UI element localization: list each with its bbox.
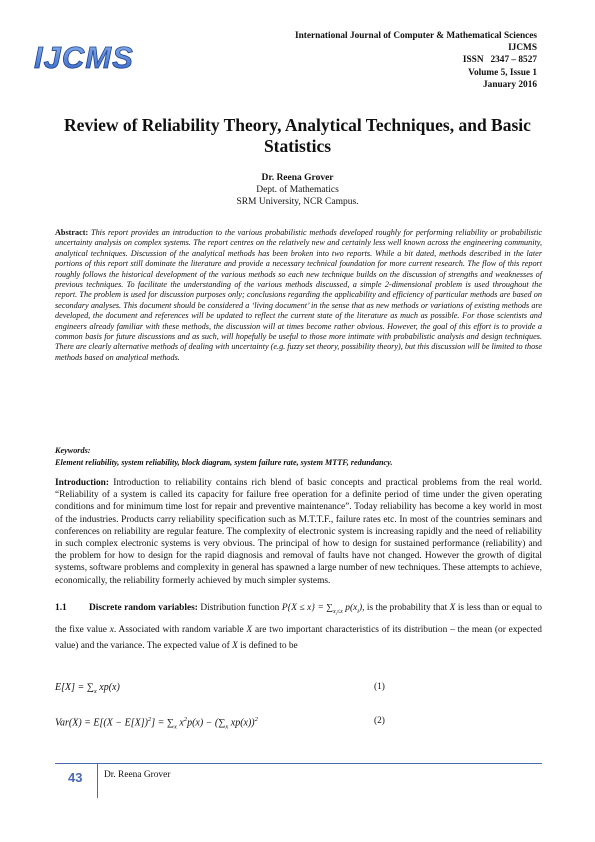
- journal-volume: Volume 5, Issue 1: [468, 67, 537, 78]
- equation-2-number: (2): [374, 716, 385, 726]
- var-x-1: X: [449, 603, 456, 613]
- abstract-label: Abstract:: [55, 228, 89, 237]
- journal-name: International Journal of Computer & Mathematical Sciences: [294, 31, 537, 41]
- keywords-text: Element reliability, system reliability, block diagram, system failure rate, system MTTF, redundancy.: [55, 458, 393, 467]
- section-text-f: is defined to be: [237, 641, 298, 652]
- page-number: 43: [68, 770, 83, 785]
- author-dept: Dept. of Mathematics: [256, 185, 339, 195]
- section-text-c: is less than or equal to the fixe value: [55, 603, 542, 636]
- ijcms-logo: [32, 40, 157, 74]
- intro-text: Introduction to reliability contains rich blend of basic concepts and practical problems from the real world. “Reliability of a system is called its capacity for failure free operation for a definite period of time under the given operating conditions and for minimum time lost for repair and preventive maintenance”. Today reliability has become a key world in most of the industries. Products carry reliability specification such as M.T.T.F., failure rates etc. In most of the countries seminars and conferences on reliability are regular feature. The complexity of electronic system is increasing rapidly and the need of reliability in such complex electronic systems is very obvious. The principal of how to design for sustained performance (reliability) and the problem for how to design for the rapid diagnosis and removal of faults have not changed. However the growth of digital systems, software problems and complexity in general has spawned a large number of new techniques. These attempts to achieve, economically, the reliability formerly achieved by much simpler systems.: [55, 478, 542, 586]
- var-x-3: X: [232, 641, 238, 652]
- section-discrete-random-variables: [55, 600, 542, 654]
- section-text-b: , is the probability that: [362, 603, 450, 613]
- footer-rule: [55, 763, 542, 764]
- equation-2: $Var(X) = E[(X - E[X])^2] = \sum_x$ $x^2p(x) - (\sum_x$ xp(x))$^2$: [55, 716, 258, 731]
- author-affiliation: SRM University, NCR Campus.: [236, 197, 359, 207]
- section-text-a: Distribution function: [197, 603, 282, 613]
- intro-label: Introduction:: [55, 478, 110, 488]
- footer-divider: [97, 763, 98, 798]
- introduction: [55, 477, 542, 587]
- var-x-small: x: [109, 625, 114, 636]
- journal-abbr: IJCMS: [508, 43, 537, 54]
- abstract-text: This report provides an introduction to the various probabilistic methods developed roughly for performing reliability or probabilistic uncertainty analysis on complex systems. The report centres on the relatively new and certainly less well known across the engineering community, analytical techniques. Discussion of the analytical methods has been broken into two reports. While a bit dated, methods described in the later portions of this report still dominate the literature and provide a necessary technical foundation for more current research. The flow of this report roughly follows the historical development of the various methods so each new technique builds on the discussion of strengths and weaknesses of previous techniques. To facilitate the understanding of the various methods discussed, a simple 2-dimensional problem is used throughout the report. The problem is used for discussion purposes only; conclusions regarding the applicability and efficiency of particular methods are based on secondary analyses. This document should be considered a ‘living document’ in the sense that as new methods or variations of existing methods are developed, the document and references will be updated to reflect the current state of the literature as much as possible. For those scientists and engineers already familiar with these methods, the discussion will at times become rather obvious. However, the goal of this effort is to provide a common basis for future discussions and as such, will hopefully be useful to those more intimate with probabilistic analysis and design techniques. There are clearly alternative methods of dealing with uncertainty (e.g. fuzzy set theory, possibility theory), but this discussion will be limited to those methods based on analytical methods.: [55, 228, 543, 362]
- logo-text: IJCMS: [34, 40, 134, 74]
- distribution-formula: $P\{X \le x\} = \sum_{x_i\le x}$ $p(x_i)$: [281, 603, 363, 617]
- journal-header: [217, 30, 537, 91]
- equation-1: $E[X] = \sum_x$ xp(x): [55, 682, 120, 695]
- abstract: [55, 228, 542, 363]
- author-block: [40, 172, 555, 208]
- footer-author: Dr. Reena Grover: [104, 770, 171, 780]
- section-text-d: . Associated with random variable: [113, 625, 247, 636]
- author-name: Dr. Reena Grover: [261, 173, 334, 183]
- journal-issn: ISSN 2347 – 8527: [462, 55, 537, 66]
- section-number: 1.1: [55, 603, 67, 613]
- section-text-e: are two important characteristics of its distribution – the mean (or expected value) and the variance. The expected value of: [55, 625, 542, 652]
- keywords-label: Keywords:: [55, 446, 91, 455]
- var-x-2: X: [246, 625, 253, 636]
- journal-date: January 2016: [483, 79, 537, 90]
- section-heading: Discrete random variables:: [89, 603, 198, 613]
- paper-title: Review of Reliability Theory, Analytical Techniques, and Basic Statistics: [64, 115, 531, 156]
- equation-1-number: (1): [374, 682, 385, 692]
